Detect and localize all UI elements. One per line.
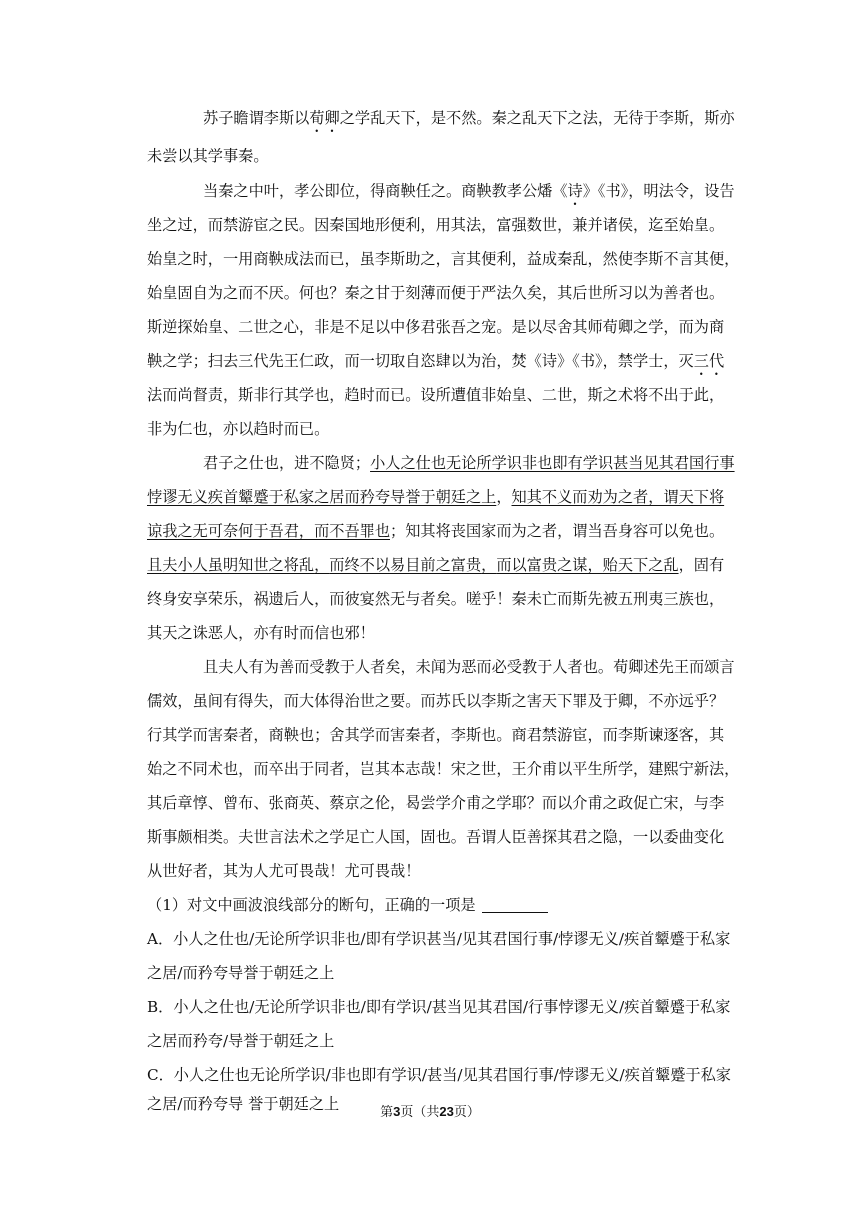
option-b-line2: 之居而矜夸/导誉于朝廷之上 (147, 1032, 335, 1050)
para4-line5: 其后章惇、曾布、张商英、蔡京之伦，曷尝学介甫之学耶？而以介甫之政促亡宋，与李 (147, 794, 725, 812)
para1-line1 (203, 108, 860, 136)
page-number: 3 (393, 1104, 401, 1119)
underlined-text: ， (481, 556, 497, 574)
answer-blank[interactable] (482, 896, 548, 913)
para2-line3: 始皇之时，一用商鞅成法而已，虽李斯助之，言其便利，益成秦乱，然使李斯不言其便， (147, 250, 740, 268)
para4-line4: 始之不同术也，而卒出于同者，岂其本志哉！宋之世，王介甫以平生所学，建熙宁新法， (147, 760, 740, 778)
footer-text: 第 (380, 1105, 394, 1120)
para4-line6: 斯事颇相类。夫世言法术之学足亡人国，固也。吾谓人臣善探其君之隐，一以委曲变化 (147, 828, 725, 846)
option-c-line1: C．小人之仕也无论所学识/非也即有学识/甚当/见其君国行事/悖谬无义/疾首颦蹙于私家 (147, 1066, 731, 1084)
text: 》《书》，明法令，设告 (582, 182, 735, 200)
total-pages: 23 (439, 1104, 454, 1119)
text: 苏子瞻谓李斯以 (203, 109, 310, 127)
footer-text: 页（共 (400, 1105, 440, 1120)
emphasis-char: 诗 (567, 182, 583, 200)
para2-line2: 坐之过，而禁游宦之民。因秦国地形便利，用其法，富强数世，兼并诸侯，迄至始皇。 (147, 216, 725, 234)
option-a-line2: 之居/而矜夸导誉于朝廷之上 (147, 964, 335, 982)
text: 之学乱天下，是不然。秦之乱天下之法，无待于李斯，斯亦 (339, 109, 735, 127)
para2-line7: 法而尚督责，斯非行其学也，趋时而已。设所遭值非始皇、二世，斯之术将不出于此， (147, 386, 725, 404)
footer-text: 页） (453, 1105, 480, 1120)
underlined-text: 而终不以易目前之富贵 (329, 556, 482, 574)
para3-line1 (203, 453, 860, 473)
text: 当秦之中叶，孝公即位，得商鞅任之。商鞅教孝公燔《 (203, 182, 568, 200)
para2-line1 (203, 181, 860, 209)
question-stem (147, 895, 860, 915)
underlined-text: 且夫小人虽明知世之将乱 (147, 556, 315, 574)
para2-line4: 始皇固自为之而不厌。何也？秦之甘于刻薄而便于严法久矣，其后世所习以为善者也。 (147, 284, 725, 302)
text: 鞅之学；扫去三代先王仁政，而一切取自恣肆以为治，焚《诗》《书》，禁学士，灭 (147, 352, 694, 370)
para4-line2: 儒效，虽间有得失，而大体得治世之要。而苏氏以李斯之害天下罪及于卿，不亦远乎？ (147, 692, 725, 710)
text: ， (496, 488, 512, 506)
para3-line2 (147, 487, 860, 507)
para3-line3 (147, 521, 860, 541)
para3-line5: 终身安享荣乐，祸遗后人，而彼宴然无与者矣。嗟乎！秦未亡而斯先被五刑夷三族也， (147, 590, 725, 608)
para4-line3: 行其学而害秦者，商鞅也；舍其学而害秦者，李斯也。商君禁游宦，而李斯谏逐客，其 (147, 726, 725, 744)
para2-line5: 斯逆探始皇、二世之心，非是不足以中侈君张吾之宠。是以尽舍其师荀卿之学，而为商 (147, 318, 725, 336)
wavy-underlined-text: 小人之仕也无论所学识非也即有学识甚当见其君国行事 (370, 454, 735, 472)
para4-line1: 且夫人有为善而受教于人者矣，未闻为恶而必受教于人者也。荀卿述先王而颂言 (203, 658, 735, 676)
option-c-line2: 之居/而矜夸导 誉于朝廷之上 (147, 1095, 340, 1113)
text: 君子之仕也，进不隐贤； (203, 454, 371, 472)
para2-line8: 非为仁也，亦以趋时而已。 (147, 420, 330, 438)
emphasis-char: 卿 (324, 109, 340, 127)
question-text: （1）对文中画波浪线部分的断句，正确的一项是 (147, 896, 476, 914)
para1-line2: 未尝以其学事秦。 (147, 147, 269, 165)
text: ，固有 (678, 556, 725, 574)
para2-line6 (147, 351, 860, 379)
emphasis-char: 三 (693, 352, 709, 370)
text: ；知其将丧国家而为之者，谓当吾身容可以免也。 (390, 522, 725, 540)
underlined-text: ， (314, 556, 330, 574)
emphasis-char: 代 (708, 352, 725, 370)
underlined-text: 知其不义而劝为之者，谓天下将 (511, 488, 725, 506)
option-a-line1: A．小人之仕也/无论所学识非也/即有学识甚当/见其君国行事/悖谬无义/疾首颦蹙于私家 (147, 930, 731, 948)
underlined-text: 而以富贵之谋，贻天下之乱 (496, 556, 679, 574)
emphasis-char: 荀 (309, 109, 325, 127)
para3-line4 (147, 555, 860, 575)
underlined-text: 谅我之无可奈何于吾君，而不吾罪也 (147, 522, 390, 540)
page-footer (0, 1103, 860, 1122)
option-b-line1: B．小人之仕也/无论所学识非也/即有学识/甚当见其君国/行事悖谬无义/疾首颦蹙于私家 (147, 998, 731, 1016)
wavy-underlined-text: 悖谬无义疾首颦蹙于私家之居而矜夸导誉于朝廷之上 (147, 488, 497, 506)
para3-line6: 其天之诛恶人，亦有时而信也邪！ (147, 624, 375, 642)
para4-line7: 从世好者，其为人尤可畏哉！尤可畏哉！ (147, 862, 421, 880)
